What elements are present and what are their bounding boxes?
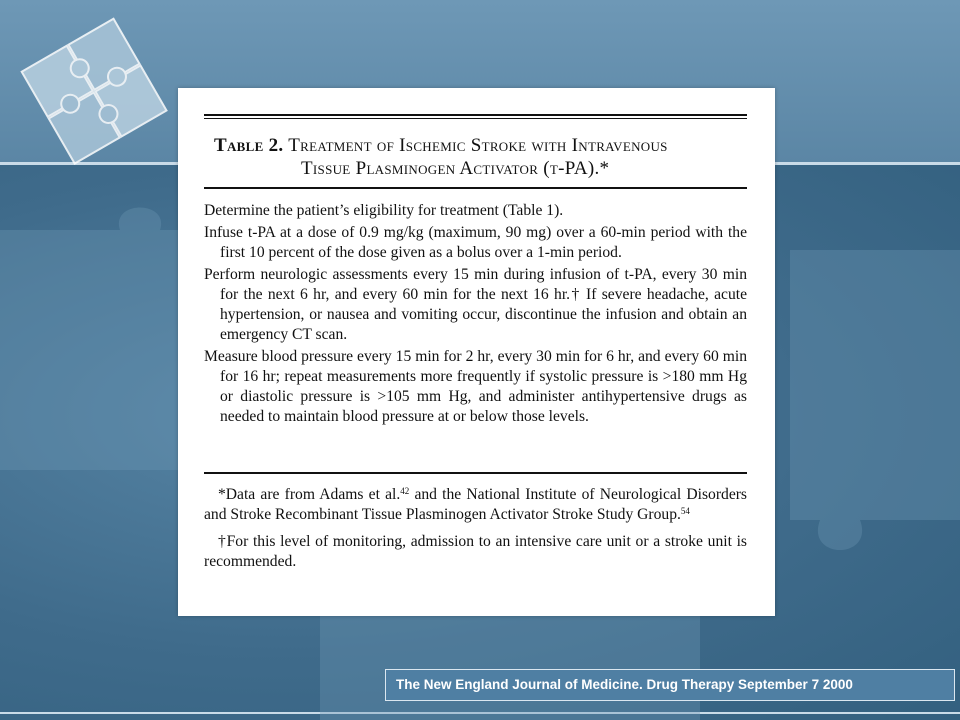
title-line-2-wrap	[214, 157, 754, 180]
footnotes	[204, 485, 747, 579]
footnote-monitoring: †For this level of monitoring, admission to an intensive care unit or a stroke unit is recommended.	[204, 533, 747, 570]
title-line-1: Treatment of Ischemic Stroke with Intravenous	[288, 135, 668, 156]
step-eligibility: Determine the patient’s eligibility for treatment (Table 1).	[204, 202, 564, 219]
top-rule-thin	[204, 118, 747, 119]
step-neurologic-assessment: Perform neurologic assessments every 15 min during infusion of t-PA, every 30 min for the next 6 hr, and every 60 min for the next 16 hr.† If severe headache, acute hypertension, or nausea and vomiting occur, discontinue the infusion and obtain an emergency CT scan.	[204, 266, 747, 343]
footnote-1-ref-a: 42	[400, 486, 410, 496]
source-caption: The New England Journal of Medicine. Drug Therapy September 7 2000	[385, 669, 955, 701]
top-rule	[204, 114, 747, 116]
step-infusion: Infuse t-PA at a dose of 0.9 mg/kg (maximum, 90 mg) over a 60-min period with the first 10 percent of the dose given as a bolus over a 1-min period.	[204, 224, 747, 261]
title-line-2: Tissue Plasminogen Activator (t-PA).	[301, 158, 600, 179]
step-blood-pressure: Measure blood pressure every 15 min for 2 hr, every 30 min for 6 hr, and every 60 min for 16 hr; repeat measurements more frequently if systolic pressure is >180 mm Hg or diastolic pressure is >105 mm Hg, and administer antihypertensive drugs as needed to maintain blood pressure at or below those levels.	[204, 348, 747, 425]
title-footnote-marker: *	[599, 158, 610, 179]
puzzle-logo-icon	[22, 19, 167, 164]
footnote-1-prefix: *Data are from Adams et al.	[218, 486, 401, 503]
footnote-rule	[204, 472, 747, 474]
footnote-data-source	[204, 485, 747, 525]
footnote-1-middle: and the National Institute of Neurological Disorders and Stroke Recombinant Tissue Plasminogen Activator Stroke Study Group.	[204, 486, 747, 523]
table-title	[214, 134, 754, 180]
table-label: Table 2.	[214, 135, 284, 156]
footnote-1-ref-b: 54	[680, 506, 690, 516]
header-rule	[204, 187, 747, 189]
table-document	[178, 88, 775, 616]
treatment-steps	[204, 201, 747, 429]
